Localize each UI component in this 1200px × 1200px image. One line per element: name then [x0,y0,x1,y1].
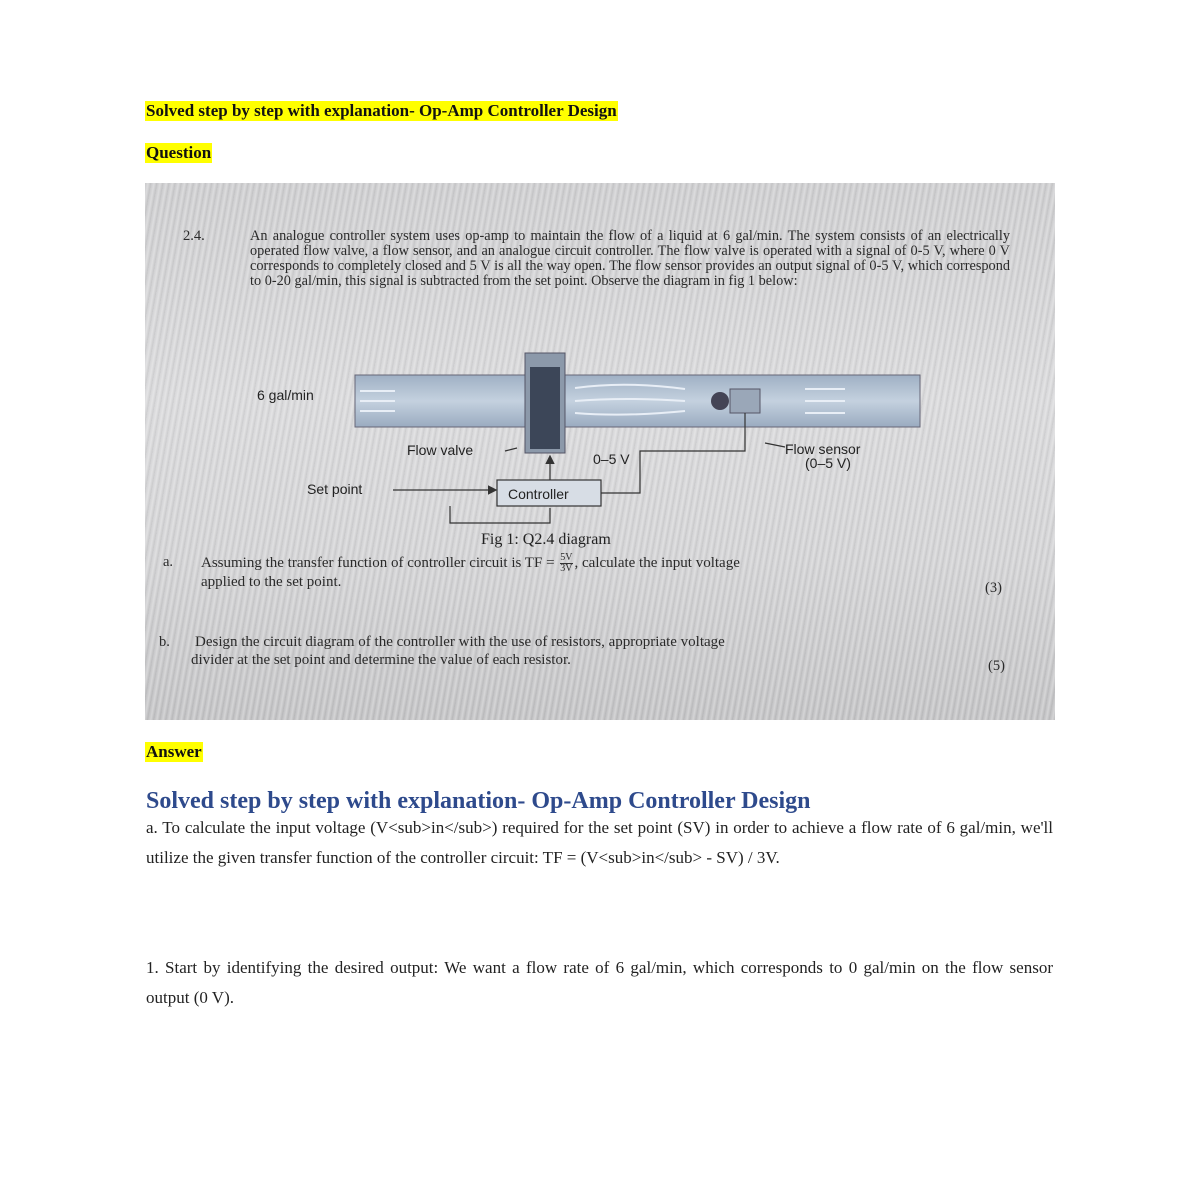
sensor-label: Flow sensor [785,441,861,457]
flow-valve-label: Flow valve [407,442,474,458]
part-a-letter: a. [163,554,174,570]
question-photo [145,183,1055,720]
part-b-text-2: divider at the set point and determine the value of each resistor. [191,652,571,668]
set-point-label: Set point [307,481,363,497]
part-a-line-1 [201,553,740,574]
answer-label: Answer [146,742,202,761]
part-a-text-2: , calculate the input voltage [574,554,740,571]
valve-signal-label: 0–5 V [593,451,630,467]
question-label: Question [146,143,212,162]
tf-numerator: 5V [560,552,573,563]
answer-title: Solved step by step with explanation- Op-Amp Controller Design [146,788,811,814]
part-a-marks: (3) [985,580,1002,596]
flow-sensor-propeller [711,392,729,410]
answer-paragraph-1: 1. Start by identifying the desired output: We want a flow rate of 6 gal/min, which corresponds to 0 gal/min on the flow sensor output (0 V). [146,958,1053,1007]
controller-label: Controller [508,486,569,502]
part-a-text-3: applied to the set point. [201,574,342,590]
flow-sensor-box [730,389,760,413]
part-b-marks: (5) [988,658,1005,674]
sensor-range-label: (0–5 V) [805,455,851,471]
tf-fraction [560,553,572,574]
question-text: An analogue controller system uses op-amp to maintain the flow of a liquid at 6 gal/min. The system consists of an electrically operated flow valve, a flow sensor, and an analogue circuit controller. The flow valve is operated with a signal of 0-5 V, where 0 V corresponds to completely closed and 5 V is all the way open. The flow sensor provides an output signal of 0-5 V, which correspond to 0-20 gal/min, this signal is subtracted from the set point. Observe the diagram in fig 1 below: [250,228,1010,289]
part-a-text-1: Assuming the transfer function of controller circuit is TF = [201,554,555,571]
figure-caption: Fig 1: Q2.4 diagram [481,531,611,548]
answer-paragraph-a: a. To calculate the input voltage (V<sub>in</sub>) required for the set point (SV) in order to achieve a flow rate of 6 gal/min, we'll utilize the given transfer function of the controller circuit: TF = (V<sub>in</sub> - SV) / 3V. [146,818,1053,867]
question-number: 2.4. [183,228,205,244]
part-b-letter: b. [159,634,170,650]
tf-denominator: 3V [560,563,573,574]
part-b-text-1: Design the circuit diagram of the controller with the use of resistors, appropriate voltage [195,634,725,650]
flow-rate-label: 6 gal/min [257,387,314,403]
document-title: Solved step by step with explanation- Op-Amp Controller Design [146,101,617,120]
